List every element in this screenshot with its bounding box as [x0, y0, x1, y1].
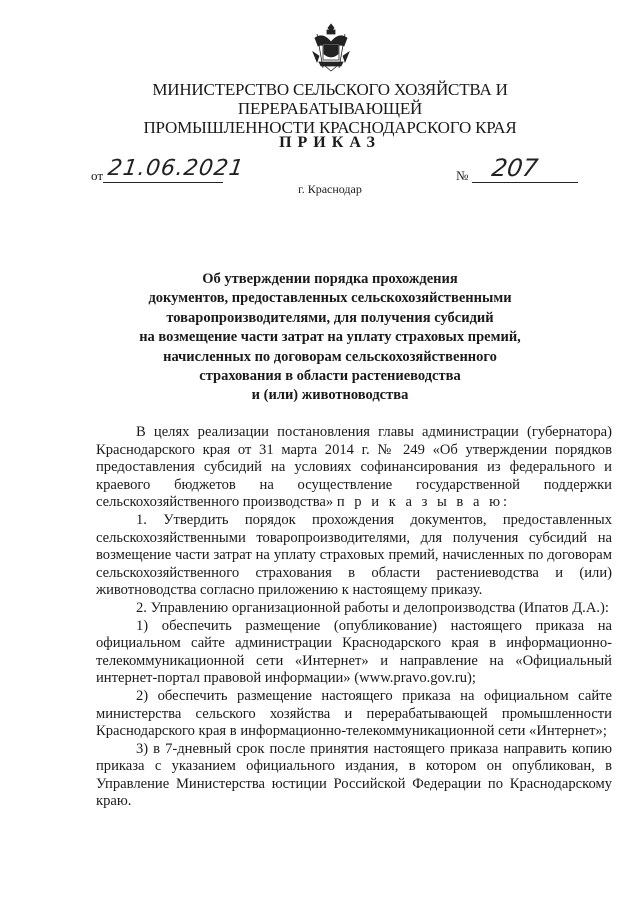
item-2-3: 3) в 7-дневный срок после принятия настоящего приказа направить копию приказа с указанием официального издания, в котором он опубликован, в Управление Министерства юстиции Российской Федерации по Краснодарскому краю. — [96, 740, 612, 810]
number-prefix: № — [456, 168, 469, 183]
order-body — [96, 424, 612, 811]
item-2: 2. Управлению организационной работы и делопроизводства (Ипатов Д.А.): — [136, 599, 609, 616]
date-prefix: от — [91, 168, 104, 183]
intro-paragraph — [96, 424, 612, 512]
ministry-line-1: МИНИСТЕРСТВО СЕЛЬСКОГО ХОЗЯЙСТВА И ПЕРЕРАБАТЫВАЮЩЕЙ — [152, 80, 508, 118]
subject-line: Об утверждении порядка прохождения — [202, 271, 458, 287]
item-2-1: 1) обеспечить размещение (опубликование) настоящего приказа на официальном сайте администрации Краснодарского края в информационно-телекоммуникационной сети «Интернет» и направление на «Официальный интернет-портал правовой информации» (www.pravo.gov.ru); — [96, 617, 612, 687]
subject-line: страхования в области растениеводства — [199, 368, 461, 385]
subject-line: и (или) животноводства — [251, 387, 409, 404]
subject-line: на возмещение части затрат на уплату страховых премий, — [139, 329, 521, 346]
subject-line: документов, предоставленных сельскохозяйственными — [148, 290, 512, 307]
order-title: ПРИКАЗ — [279, 134, 381, 151]
coat-of-arms-icon — [309, 22, 353, 72]
number-value: 207 — [490, 154, 540, 182]
subject-line: товаропроизводителями, для получения субсидий — [166, 309, 494, 326]
order-subject — [120, 270, 540, 406]
ministry-line-2: ПРОМЫШЛЕННОСТИ КРАСНОДАРСКОГО КРАЯ — [143, 118, 517, 137]
subject-line: начисленных по договорам сельскохозяйственного — [163, 348, 497, 365]
ministry-name — [60, 80, 600, 137]
date-value: 21.06.2021 — [106, 156, 246, 181]
item-1: 1. Утвердить порядок прохождения документов, предоставленных сельскохозяйственными товаропроизводителями, для получения субсидий на возмещение части затрат на уплату страховых премий, начисленных по договорам сельскохозяйственного страхования в области растениеводства и (или) животноводства согласно приложению к настоящему приказу. — [96, 511, 612, 599]
item-2-2: 2) обеспечить размещение настоящего приказа на официальном сайте министерства сельского хозяйства и перерабатывающей промышленности Краснодарского края в информационно-телекоммуникационной сети «Интернет»; — [96, 687, 612, 740]
intro-text: В целях реализации постановления главы администрации (губернатора) Краснодарского края от 31 марта 2014 г. № 249 «Об утверждении порядков предоставления субсидий на условиях софинансирования из федерального и краевого бюджетов на осуществление государственной поддержки сельскохозяйственного производства» — [96, 424, 612, 511]
decree-word: п р и к а з ы в а ю: — [336, 494, 511, 511]
city: г. Краснодар — [298, 182, 362, 196]
